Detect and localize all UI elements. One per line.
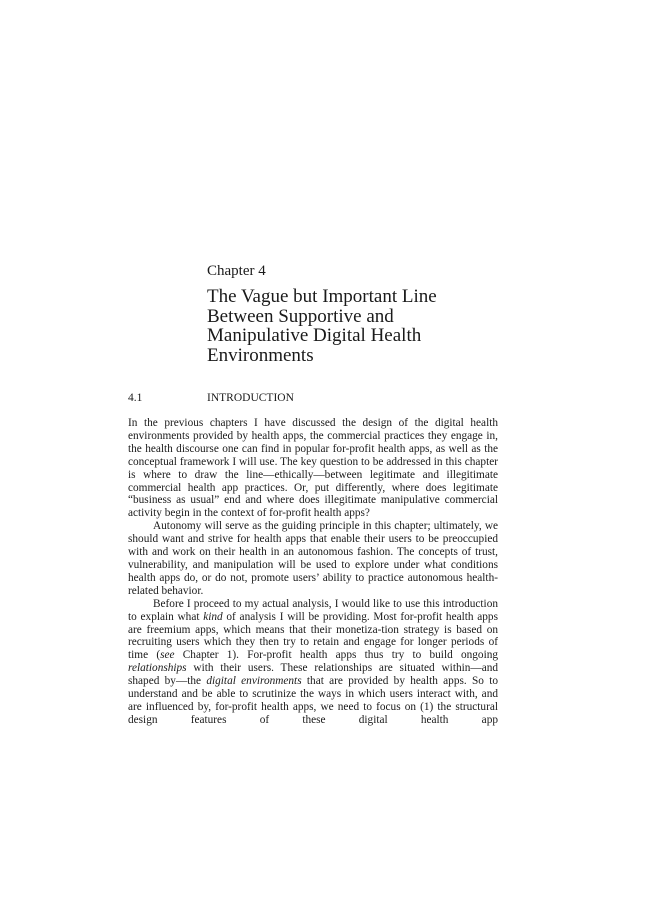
paragraph: In the previous chapters I have discussed the design of the digital health environments provided by health apps, the commercial practices they engage in, the health discourse one can find in popular for-profit health apps, as well as the conceptual framework I will use. The key question to be addressed in this chapter is where to draw the line—ethically—between legitimate and illegitimate commercial health app practices. Or, put differently, where does legitimate “business as usual” end and where does illegitimate manipulative commercial activity begin in the context of for-profit health apps? (128, 417, 498, 520)
section-number: 4.1 (128, 392, 143, 404)
emphasis-text: digital environments (206, 675, 302, 688)
paragraph-text: with their users. These relationships are situated within—and shaped by—the (128, 662, 498, 688)
emphasis-text: kind (203, 610, 223, 623)
chapter-title-line: Environments (207, 344, 314, 366)
chapter-title-line: Manipulative Digital Health (207, 325, 422, 346)
paragraph-text: Chapter 1). For-profit health apps thus try to build ongoing (174, 649, 499, 662)
chapter-title-line: The Vague but Important Line (207, 286, 437, 307)
paragraph-text: that are provided by health apps. So to understand and be able to scrutinize the ways in which users interact with, and are influenced by, for-profit health apps, we need to focus on (1) the structural design features of these digital health app (128, 675, 498, 726)
paragraph (128, 598, 498, 727)
section-title: INTRODUCTION (207, 392, 294, 404)
paragraph-text: Before I proceed to my actual analysis, I would like to use this introduction to explain what (128, 597, 498, 623)
emphasis-text: relationships (128, 662, 187, 675)
chapter-label: Chapter 4 (207, 263, 266, 279)
chapter-title (207, 287, 507, 365)
paragraph-text: of analysis I will be providing. Most for-profit health apps are freemium apps, which means that their monetiza-tion strategy is based on recruiting users which they then try to retain and engage for longer periods of time ( (128, 610, 498, 662)
paragraph: Autonomy will serve as the guiding principle in this chapter; ultimately, we should want and strive for health apps that enable their users to be preoccupied with and work on their health in an autonomous fashion. The concepts of trust, vulnerability, and manipulation will be used to explore under what conditions health apps do, or do not, promote users’ ability to practice autonomous health-related behavior. (128, 520, 498, 597)
emphasis-text: see (160, 649, 175, 662)
body-text (128, 417, 498, 727)
section-heading (128, 391, 498, 405)
chapter-title-line: Between Supportive and (207, 305, 394, 327)
